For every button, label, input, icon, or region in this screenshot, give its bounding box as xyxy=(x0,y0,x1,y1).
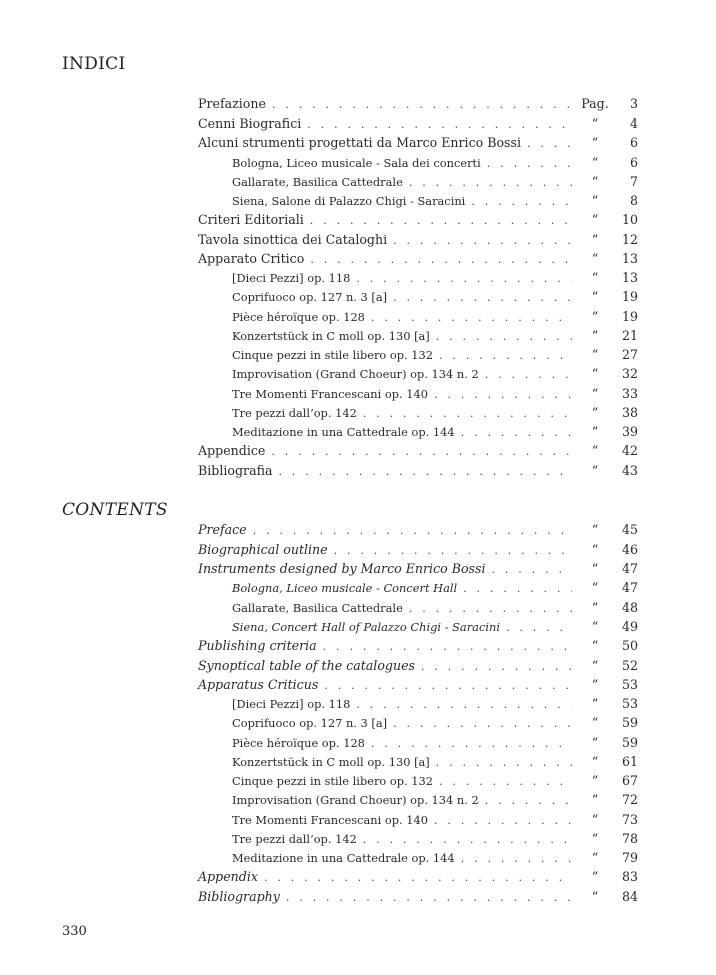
toc-entry-page: 4 xyxy=(629,116,638,131)
toc-entry xyxy=(232,771,638,791)
toc-entry xyxy=(232,172,638,192)
toc-entry-title: Cenni Biografici xyxy=(198,116,302,131)
toc-entry-page: 73 xyxy=(621,812,638,827)
toc-entry xyxy=(232,752,638,772)
toc-entry-ref: “ xyxy=(591,155,599,170)
toc-entry-ref: “ xyxy=(591,443,599,458)
toc-entry-title: Meditazione in una Cattedrale op. 144 xyxy=(232,425,455,439)
toc-entry-title: Gallarate, Basilica Cattedrale xyxy=(232,175,403,189)
toc-entry-ref: “ xyxy=(591,677,599,692)
toc-entry-ref: “ xyxy=(591,347,599,362)
toc-entry-title: [Dieci Pezzi] op. 118 xyxy=(232,271,351,285)
toc-entry-ref: “ xyxy=(591,773,599,788)
toc-entry xyxy=(198,230,638,250)
toc-entry-page: 45 xyxy=(621,522,638,537)
toc-entry-title: Synoptical table of the catalogues xyxy=(198,658,415,673)
dot-leader xyxy=(393,288,572,308)
toc-entry-ref: “ xyxy=(591,715,599,730)
dot-leader xyxy=(434,811,572,831)
toc-entry-title: Tre pezzi dall’op. 142 xyxy=(232,406,357,420)
toc-entry-title: Tavola sinottica dei Cataloghi xyxy=(198,232,388,247)
toc-entry xyxy=(198,559,638,579)
toc-entry-ref: “ xyxy=(591,792,599,807)
toc-entry xyxy=(198,540,638,560)
toc-entry xyxy=(232,733,638,753)
toc-entry-page: 53 xyxy=(621,677,638,692)
toc-entry-page: 13 xyxy=(621,270,638,285)
dot-leader xyxy=(334,541,572,561)
toc-entry-ref: “ xyxy=(591,658,599,673)
toc-entry-title: Improvisation (Grand Choeur) op. 134 n. 2 xyxy=(232,367,479,381)
toc-entry-ref: “ xyxy=(591,638,599,653)
toc-entry-ref: “ xyxy=(591,270,599,285)
toc-entry-ref: “ xyxy=(591,561,599,576)
toc-entry-ref: “ xyxy=(591,289,599,304)
toc-entry-ref: “ xyxy=(591,619,599,634)
toc-entry-ref: “ xyxy=(591,251,599,266)
dot-leader xyxy=(461,849,572,869)
dot-leader xyxy=(371,308,572,328)
toc-entry-page: 83 xyxy=(621,869,638,884)
contents-heading: CONTENTS xyxy=(62,500,168,520)
dot-leader xyxy=(310,250,572,270)
toc-entry-title: Meditazione in una Cattedrale op. 144 xyxy=(232,851,455,865)
toc-entry-ref: “ xyxy=(591,309,599,324)
toc-entry-page: 7 xyxy=(629,174,638,189)
toc-entry-page: 39 xyxy=(621,424,638,439)
toc-entry-ref: “ xyxy=(591,812,599,827)
toc-entry-title: Tre pezzi dall’op. 142 xyxy=(232,832,357,846)
toc-entry xyxy=(198,94,638,114)
toc-entry xyxy=(198,461,638,481)
toc-entry-page: 32 xyxy=(621,366,638,381)
toc-entry-page: 46 xyxy=(621,542,638,557)
toc-entry-title: Konzertstück in C moll op. 130 [a] xyxy=(232,755,430,769)
dot-leader xyxy=(439,772,572,792)
toc-entry-page: 67 xyxy=(621,773,638,788)
toc-entry-ref: “ xyxy=(591,754,599,769)
dot-leader xyxy=(393,231,572,251)
toc-entry-ref: “ xyxy=(591,850,599,865)
toc-entry-title: Appendix xyxy=(198,869,258,884)
toc-entry xyxy=(232,598,638,618)
toc-entry-title: Cinque pezzi in stile libero op. 132 xyxy=(232,774,434,788)
toc-entry-page: 49 xyxy=(621,619,638,634)
toc-entry-ref: “ xyxy=(591,463,599,478)
toc-entry-page: 10 xyxy=(621,212,638,227)
dot-leader xyxy=(323,637,572,657)
toc-entry-title: Prefazione xyxy=(198,96,266,111)
toc-entry-title: Criteri Editoriali xyxy=(198,212,304,227)
dot-leader xyxy=(485,791,572,811)
toc-entry-page: 50 xyxy=(621,638,638,653)
toc-entry-page: 59 xyxy=(621,735,638,750)
toc-entry xyxy=(232,422,638,442)
toc-entry xyxy=(232,790,638,810)
toc-entry xyxy=(232,364,638,384)
toc-entry-page: 13 xyxy=(621,251,638,266)
toc-entry-title: Improvisation (Grand Choeur) op. 134 n. 2 xyxy=(232,793,479,807)
toc-entry-ref: “ xyxy=(591,212,599,227)
toc-entry xyxy=(232,713,638,733)
dot-leader xyxy=(310,211,572,231)
toc-entry-title: Bibliografia xyxy=(198,463,273,478)
toc-entry xyxy=(232,326,638,346)
dot-leader xyxy=(492,560,573,580)
toc-entry-ref: “ xyxy=(591,232,599,247)
toc-entry xyxy=(232,191,638,211)
toc-entry xyxy=(232,810,638,830)
toc-entry xyxy=(198,867,638,887)
toc-entry xyxy=(232,617,638,637)
toc-entry-title: Alcuni strumenti progettati da Marco Enrico Bossi xyxy=(198,135,521,150)
toc-entry-title: Siena, Salone di Palazzo Chigi - Saracini xyxy=(232,194,466,208)
dot-leader xyxy=(264,868,572,888)
toc-entry-ref: “ xyxy=(591,580,599,595)
toc-entry-title: Coprifuoco op. 127 n. 3 [a] xyxy=(232,290,388,304)
dot-leader xyxy=(487,154,572,174)
toc-entry-page: 3 xyxy=(629,96,638,111)
dot-leader xyxy=(471,192,572,212)
toc-entry-title: Cinque pezzi in stile libero op. 132 xyxy=(232,348,434,362)
dot-leader xyxy=(363,830,572,850)
dot-leader xyxy=(272,95,572,115)
toc-entry-title: Biographical outline xyxy=(198,542,328,557)
toc-entry-page: 59 xyxy=(621,715,638,730)
dot-leader xyxy=(356,695,572,715)
toc-entry-page: 6 xyxy=(629,135,638,150)
dot-leader xyxy=(506,618,572,638)
toc-entry-title: Gallarate, Basilica Cattedrale xyxy=(232,601,403,615)
toc-entry-title: Bibliography xyxy=(198,889,280,904)
toc-entry-title: Siena, Concert Hall of Palazzo Chigi - Saracini xyxy=(232,620,500,634)
toc-entry xyxy=(232,403,638,423)
toc-entry-page: 33 xyxy=(621,386,638,401)
toc-entry xyxy=(198,133,638,153)
toc-entry-page: 72 xyxy=(621,792,638,807)
toc-entry-page: 78 xyxy=(621,831,638,846)
toc-entry-title: Apparato Critico xyxy=(198,251,305,266)
toc-entry-ref: “ xyxy=(591,328,599,343)
toc-entry xyxy=(198,249,638,269)
toc-entry-title: [Dieci Pezzi] op. 118 xyxy=(232,697,351,711)
toc-entry-ref: “ xyxy=(591,542,599,557)
toc-entry-page: 8 xyxy=(629,193,638,208)
toc-entry-page: 48 xyxy=(621,600,638,615)
indici-heading: INDICI xyxy=(62,54,126,74)
toc-entry xyxy=(232,694,638,714)
dot-leader xyxy=(324,676,572,696)
toc-entry xyxy=(232,384,638,404)
toc-entry-page: 12 xyxy=(621,232,638,247)
toc-entry-title: Publishing criteria xyxy=(198,638,317,653)
toc-entry xyxy=(198,636,638,656)
toc-entry-title: Coprifuoco op. 127 n. 3 [a] xyxy=(232,716,388,730)
dot-leader xyxy=(356,269,572,289)
toc-entry xyxy=(198,520,638,540)
dot-leader xyxy=(409,599,572,619)
toc-entry-page: 79 xyxy=(621,850,638,865)
toc-entry-page: 61 xyxy=(621,754,638,769)
toc-entry-page: 6 xyxy=(629,155,638,170)
toc-entry-ref: “ xyxy=(591,386,599,401)
toc-entry-page: 47 xyxy=(621,561,638,576)
dot-leader xyxy=(434,385,572,405)
toc-entry-ref: “ xyxy=(591,193,599,208)
dot-leader xyxy=(461,423,572,443)
toc-entry-title: Tre Momenti Francescani op. 140 xyxy=(232,387,428,401)
toc-entry xyxy=(232,268,638,288)
toc-entry-title: Apparatus Criticus xyxy=(198,677,319,692)
toc-entry-page: 47 xyxy=(621,580,638,595)
toc-entry-page: 19 xyxy=(621,309,638,324)
toc-entry-page: 52 xyxy=(621,658,638,673)
toc-entry xyxy=(232,829,638,849)
toc-entry-ref: “ xyxy=(591,522,599,537)
dot-leader xyxy=(286,888,572,908)
toc-entry xyxy=(232,345,638,365)
page-number: 330 xyxy=(62,924,87,939)
toc-entry-ref: “ xyxy=(591,869,599,884)
toc-entry xyxy=(198,887,638,907)
toc-entry-page: 38 xyxy=(621,405,638,420)
toc-entry-title: Appendice xyxy=(198,443,266,458)
toc-entry-ref: Pag. xyxy=(581,96,609,111)
dot-leader xyxy=(393,714,572,734)
toc-entry-ref: “ xyxy=(591,831,599,846)
toc-entry-page: 27 xyxy=(621,347,638,362)
toc-entry-ref: “ xyxy=(591,600,599,615)
toc-entry-ref: “ xyxy=(591,366,599,381)
toc-entry xyxy=(198,441,638,461)
toc-entry xyxy=(232,153,638,173)
toc-entry xyxy=(198,656,638,676)
toc-entry xyxy=(198,675,638,695)
toc-entry-ref: “ xyxy=(591,735,599,750)
toc-entry-page: 42 xyxy=(621,443,638,458)
toc-entry xyxy=(198,114,638,134)
toc-entry-ref: “ xyxy=(591,116,599,131)
toc-entry xyxy=(232,307,638,327)
dot-leader xyxy=(278,462,572,482)
toc-entry-ref: “ xyxy=(591,405,599,420)
dot-leader xyxy=(363,404,572,424)
toc-entry-ref: “ xyxy=(591,174,599,189)
toc-entry xyxy=(232,578,638,598)
dot-leader xyxy=(436,327,572,347)
toc-entry xyxy=(232,287,638,307)
dot-leader xyxy=(271,442,572,462)
dot-leader xyxy=(421,657,572,677)
toc-entry-title: Pièce héroïque op. 128 xyxy=(232,310,365,324)
toc-entry xyxy=(198,210,638,230)
dot-leader xyxy=(436,753,572,773)
toc-entry-ref: “ xyxy=(591,889,599,904)
dot-leader xyxy=(253,521,572,541)
dot-leader xyxy=(485,365,572,385)
dot-leader xyxy=(527,134,572,154)
toc-entry xyxy=(232,848,638,868)
toc-entry-title: Tre Momenti Francescani op. 140 xyxy=(232,813,428,827)
dot-leader xyxy=(409,173,572,193)
toc-entry-page: 84 xyxy=(621,889,638,904)
dot-leader xyxy=(307,115,572,135)
dot-leader xyxy=(439,346,572,366)
toc-entry-title: Konzertstück in C moll op. 130 [a] xyxy=(232,329,430,343)
toc-entry-ref: “ xyxy=(591,696,599,711)
toc-entry-ref: “ xyxy=(591,424,599,439)
toc-entry-page: 43 xyxy=(621,463,638,478)
dot-leader xyxy=(463,579,572,599)
toc-entry-title: Pièce héroïque op. 128 xyxy=(232,736,365,750)
toc-entry-title: Bologna, Liceo musicale - Sala dei concerti xyxy=(232,156,481,170)
dot-leader xyxy=(371,734,572,754)
toc-entry-title: Instruments designed by Marco Enrico Bossi xyxy=(198,561,486,576)
toc-entry-page: 53 xyxy=(621,696,638,711)
toc-entry-ref: “ xyxy=(591,135,599,150)
toc-entry-page: 19 xyxy=(621,289,638,304)
toc-entry-title: Bologna, Liceo musicale - Concert Hall xyxy=(232,581,458,595)
toc-entry-title: Preface xyxy=(198,522,247,537)
toc-entry-page: 21 xyxy=(621,328,638,343)
